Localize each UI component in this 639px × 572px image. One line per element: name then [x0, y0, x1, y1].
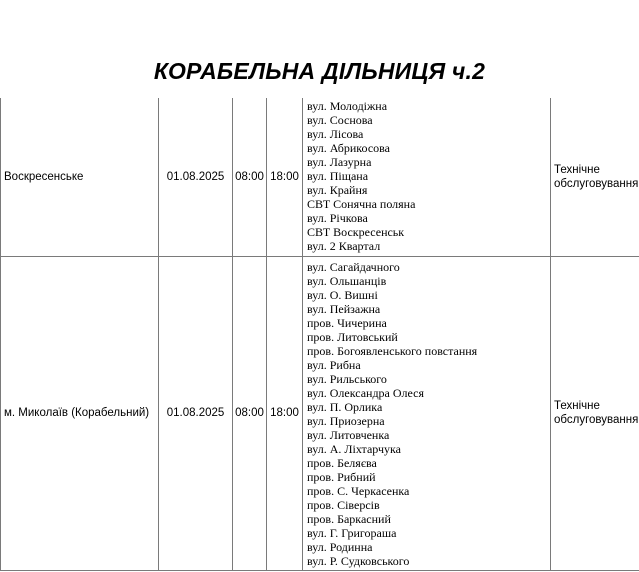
end-time-cell: 18:00 [267, 256, 303, 570]
street-item: вул. Литовченка [307, 427, 390, 442]
page-title: КОРАБЕЛЬНА ДІЛЬНИЦЯ ч.2 [153, 58, 486, 84]
street-item: вул. Пейзажна [307, 301, 381, 316]
street-item: вул. П. Орлика [307, 399, 383, 414]
end-time-cell: 18:00 [267, 98, 303, 256]
street-item: пров. Рибний [307, 469, 376, 484]
street-item: вул. Крайня [307, 183, 368, 197]
street-item: вул. Рильського [307, 371, 387, 386]
street-item: вул. Молодіжна [307, 99, 388, 113]
street-item: вул. Г. Григораша [307, 525, 397, 540]
street-item: вул. Родинна [307, 539, 373, 554]
street-item: вул. Сагайдачного [307, 259, 400, 274]
street-item: вул. Річкова [307, 211, 368, 225]
street-item: вул. Ольшанців [307, 273, 387, 288]
start-time-cell: 08:00 [233, 98, 267, 256]
streets-cell [303, 256, 551, 570]
street-item: вул. Піщана [307, 169, 369, 183]
street-item: пров. Литовський [307, 329, 398, 344]
start-time-cell: 08:00 [233, 256, 267, 570]
locality-cell: Воскресенське [1, 98, 159, 256]
street-item: пров. Богоявленського повстання [307, 343, 478, 358]
street-item: пров. Баркасний [307, 511, 391, 526]
street-item: вул. Приозерна [307, 413, 385, 428]
reason-cell: Технічне обслуговування [551, 98, 639, 256]
streets-cell [303, 98, 551, 256]
street-item: вул. Соснова [307, 113, 373, 127]
street-item: пров. Беляєва [307, 455, 377, 470]
schedule-table [0, 98, 639, 571]
street-item: пров. Чичерина [307, 315, 387, 330]
street-item: пров. С. Черкасенка [307, 483, 410, 498]
street-item: вул. Р. Судковського [307, 553, 410, 568]
street-item: вул. Рибна [307, 357, 361, 372]
locality-cell: м. Миколаїв (Корабельний) [1, 256, 159, 570]
street-item: вул. 2 Квартал [307, 239, 381, 253]
street-item: вул. Лісова [307, 127, 364, 141]
street-item: СВТ Сонячна поляна [307, 197, 416, 211]
street-item: вул. Абрикосова [307, 141, 390, 155]
reason-cell: Технічне обслуговування [551, 256, 639, 570]
table-row [1, 256, 639, 570]
street-item: вул. А. Ліхтарчука [307, 441, 401, 456]
date-cell: 01.08.2025 [159, 98, 233, 256]
street-item: вул. Лазурна [307, 155, 372, 169]
street-item: СВТ Воскресенськ [307, 225, 405, 239]
street-item: вул. О. Вишні [307, 287, 378, 302]
table-row [1, 98, 639, 256]
street-item: пров. Сіверсів [307, 497, 380, 512]
date-cell: 01.08.2025 [159, 256, 233, 570]
street-item: вул. Олександра Олеся [307, 385, 425, 400]
